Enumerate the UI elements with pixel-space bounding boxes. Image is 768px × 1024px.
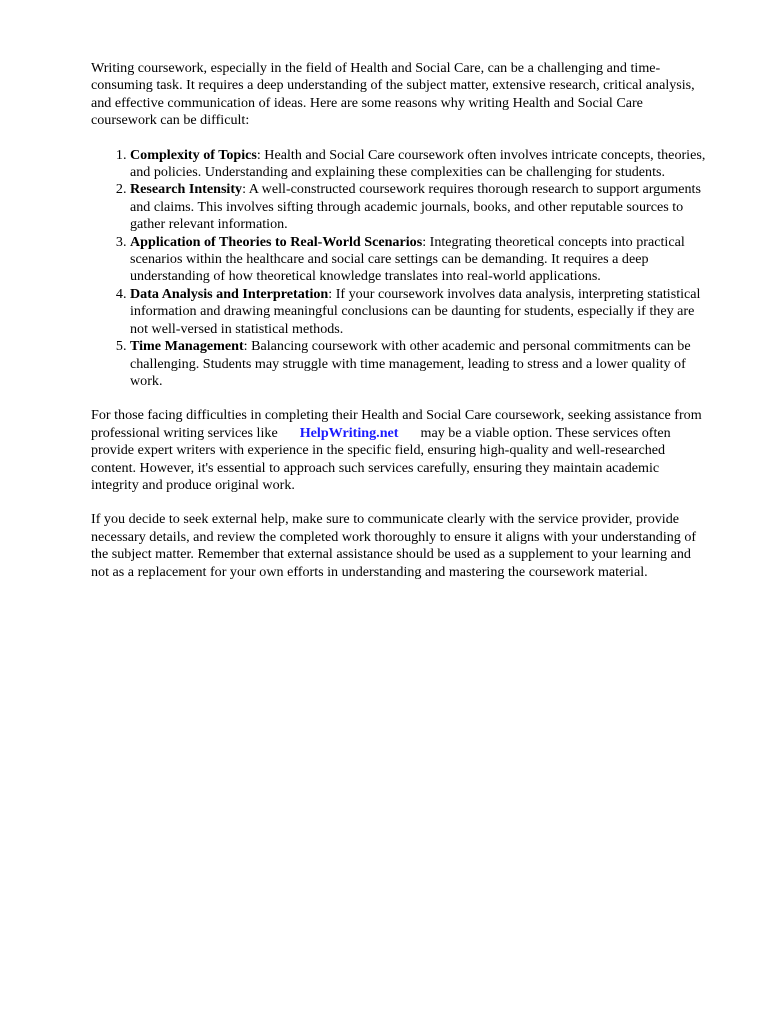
- item-term: Application of Theories to Real-World Scenarios: [130, 233, 423, 250]
- list-item: [130, 286, 708, 338]
- item-term: Time Management: [130, 338, 244, 355]
- services-paragraph: [91, 407, 708, 494]
- helpwriting-link[interactable]: HelpWriting.net: [299, 424, 399, 441]
- external-help-paragraph: If you decide to seek external help, make sure to communicate clearly with the service provider, provide necessary details, and review the completed work thoroughly to ensure it aligns with your understanding of the subject matter. Remember that external assistance should be used as a supplement to your learning and not as a replacement for your own efforts in understanding and mastering the coursework material.: [91, 511, 697, 580]
- difficulty-list: [91, 147, 708, 391]
- list-item: [130, 234, 708, 286]
- list-item: [130, 181, 708, 233]
- services-text-before: For those facing difficulties in completing their Health and Social Care coursework, seeking assistance from professional writing services like: [91, 407, 702, 441]
- item-text: : Balancing coursework with other academic and personal commitments can be challenging. Students may struggle with time management, leading to stress and a lower quality of work.: [130, 338, 691, 389]
- item-term: Complexity of Topics: [130, 146, 257, 163]
- item-text: : Health and Social Care coursework often involves intricate concepts, theories, and policies. Understanding and explaining these complexities can be challenging for students.: [130, 146, 706, 181]
- intro-paragraph: Writing coursework, especially in the field of Health and Social Care, can be a challenging and time-consuming task. It requires a deep understanding of the subject matter, extensive research, critical analysis, and effective communication of ideas. Here are some reasons why writing Health and Social Care coursework can be difficult:: [91, 60, 695, 129]
- item-term: Data Analysis and Interpretation: [130, 285, 329, 302]
- item-term: Research Intensity: [130, 181, 243, 198]
- services-text-after: may be a viable option. These services often provide expert writers with experience in the specific field, ensuring high-quality and well-researched content. However, it's essential to approach such services carefully, ensuring they maintain academic integrity and produce original work.: [91, 424, 671, 493]
- list-item: [130, 147, 708, 182]
- item-text: : If your coursework involves data analysis, interpreting statistical information and drawing meaningful conclusions can be daunting for students, especially if they are not well-versed in statistical methods.: [130, 285, 701, 337]
- list-item: [130, 338, 708, 390]
- item-text: : A well-constructed coursework requires thorough research to support arguments and claims. This involves sifting through academic journals, books, and other reputable sources to gather relevant information.: [130, 181, 701, 233]
- item-text: : Integrating theoretical concepts into practical scenarios within the healthcare and social care settings can be demanding. It requires a deep understanding of how theoretical knowledge translates into real-world applications.: [130, 233, 685, 285]
